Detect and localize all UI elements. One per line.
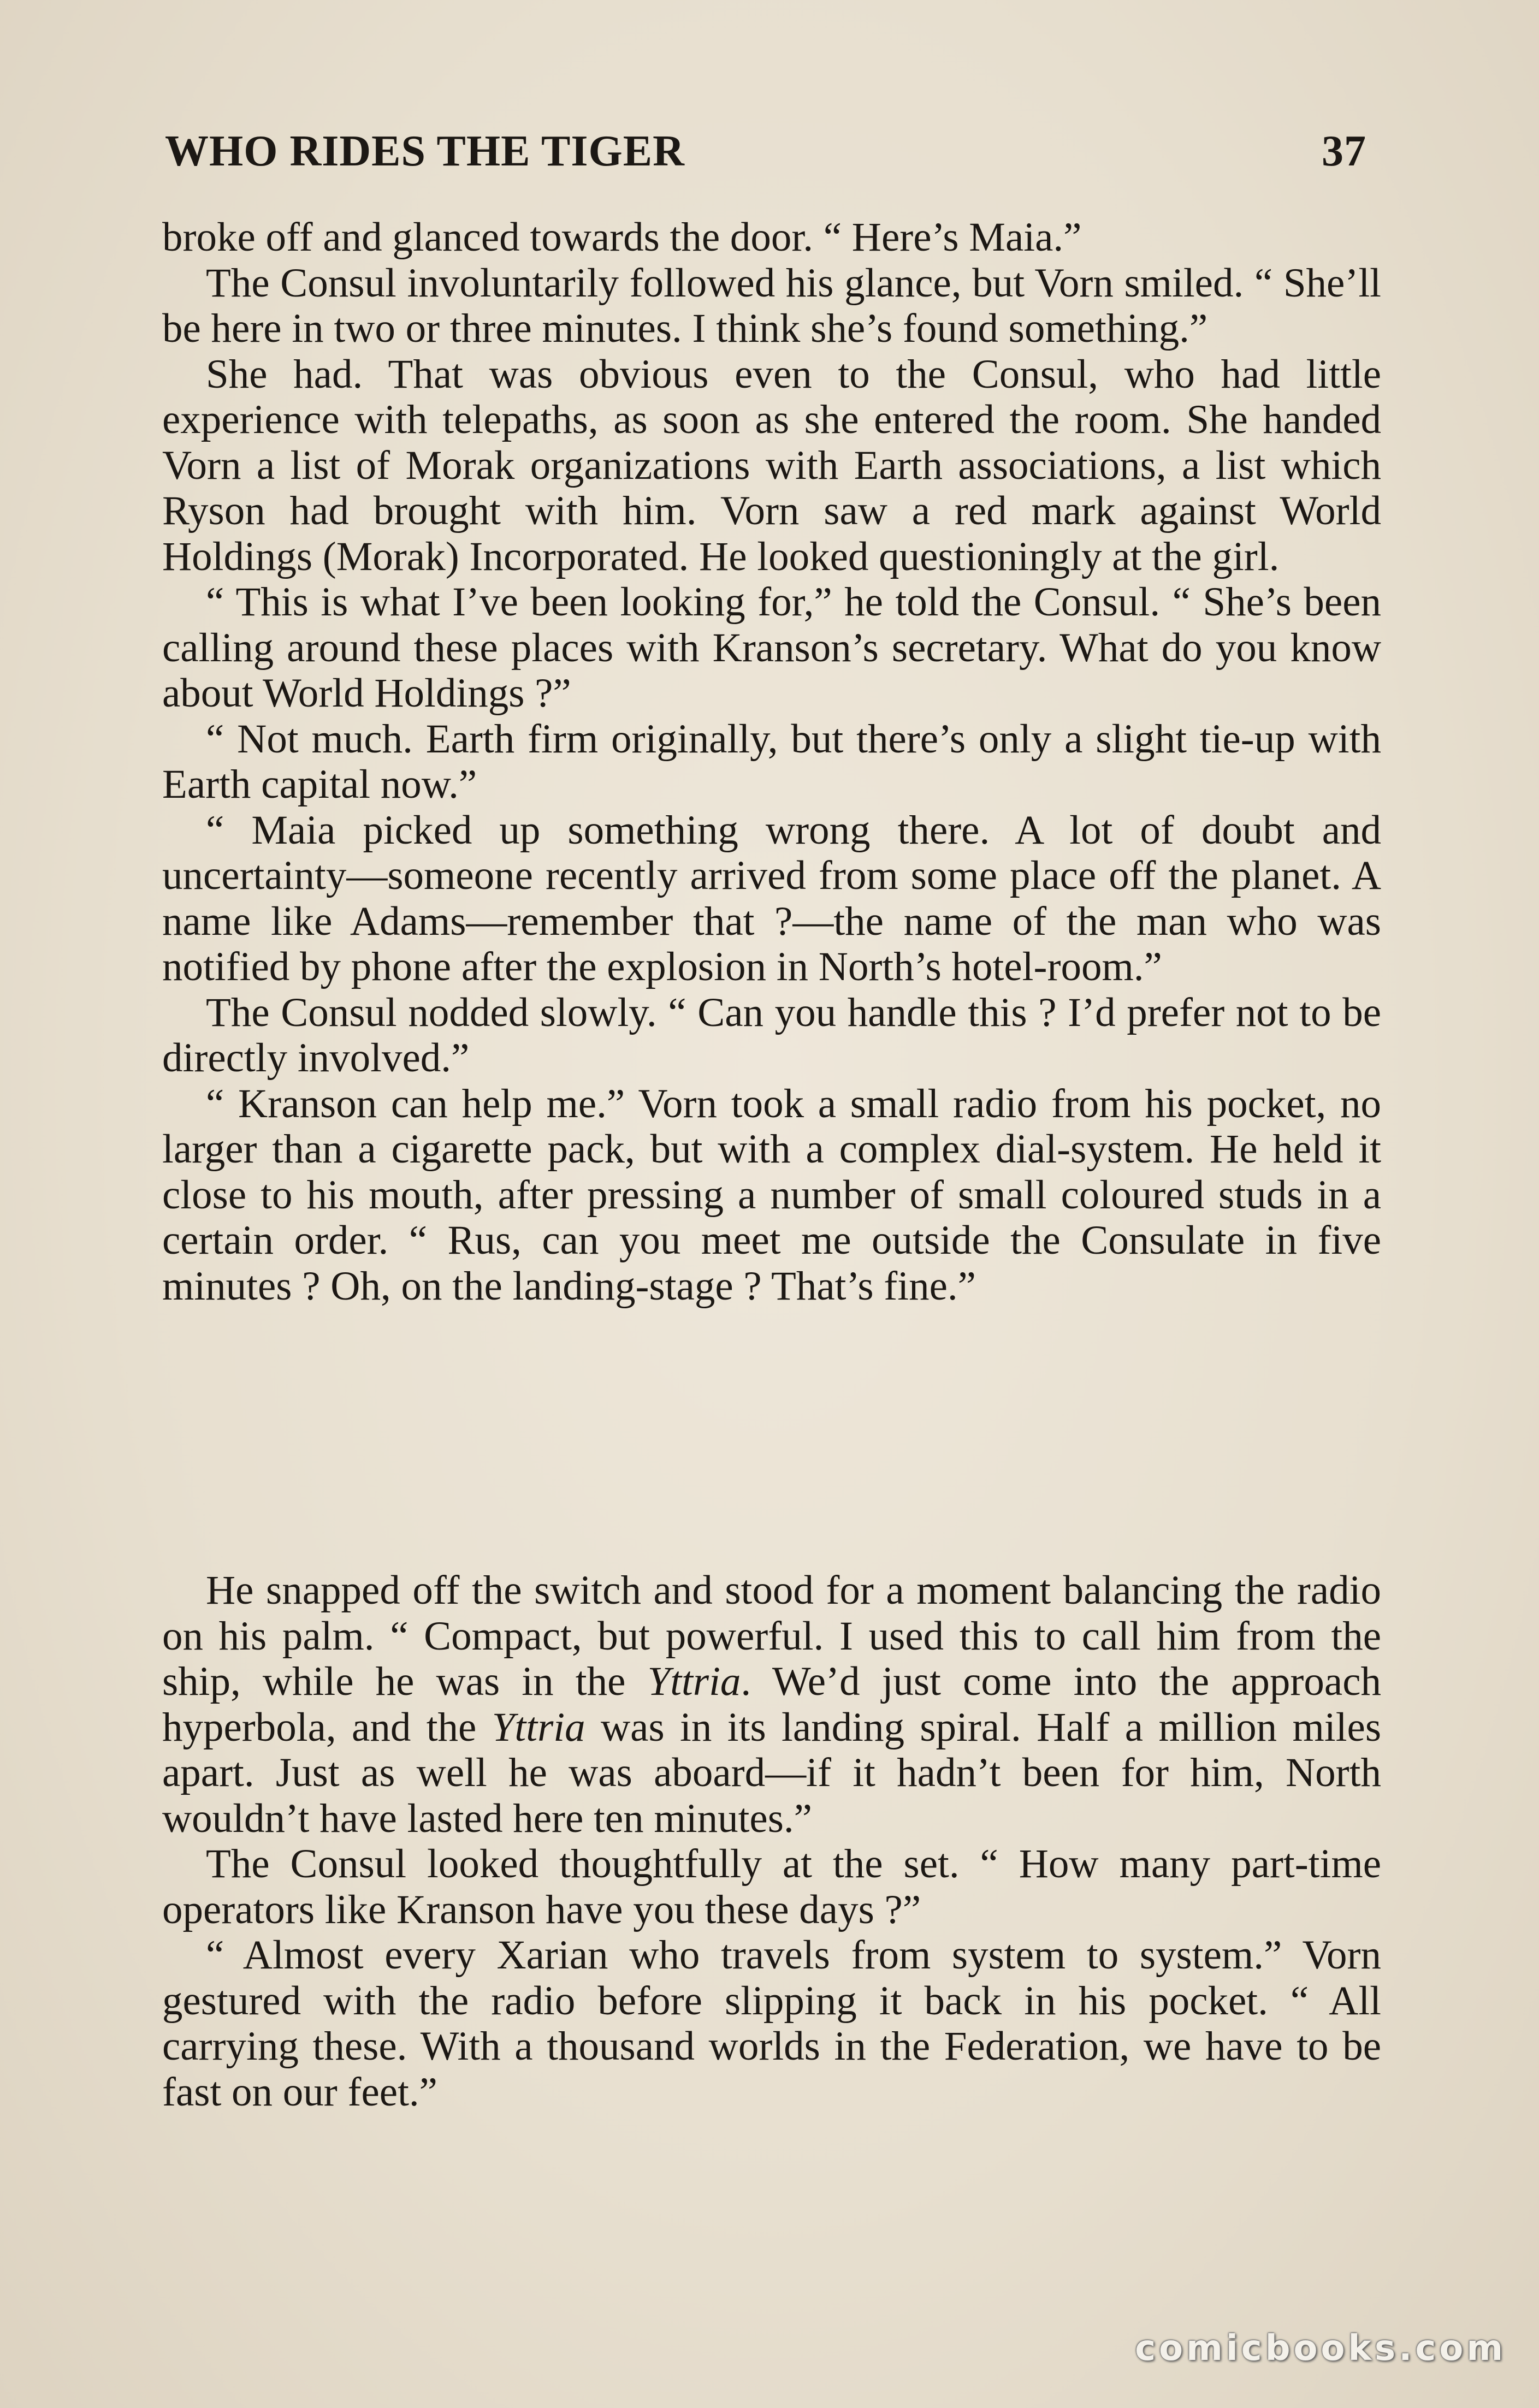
paragraph: The Consul looked thoughtfully at the set. “ How many part-time operators like Kranson have you these days ?” xyxy=(162,1841,1381,1932)
paragraph: The Consul nodded slowly. “ Can you handle this ? I’d prefer not to be directly involved.” xyxy=(162,989,1381,1081)
watermark: comicbooks.com xyxy=(1135,2328,1506,2369)
text-section-1 xyxy=(162,215,1381,1309)
paragraph-text: was in its landing spiral. Half a million miles apart. Just as well he was aboard—if it hadn’t been for him, North wouldn’t have lasted here ten minutes.” xyxy=(162,1704,1382,1841)
paragraph: “ This is what I’ve been looking for,” he told the Consul. “ She’s been calling around these places with Kranson’s secretary. What do you know about World Holdings ?” xyxy=(162,579,1381,716)
running-head xyxy=(165,121,1366,181)
paragraph: “ Kranson can help me.” Vorn took a small radio from his pocket, no larger than a cigarette pack, but with a complex dial-system. He held it close to his mouth, after pressing a number of small coloured studs in a certain order. “ Rus, can you meet me outside the Consulate in five minutes ? Oh, on the landing-stage ? That’s fine.” xyxy=(162,1081,1381,1309)
paragraph-text: He snapped off the switch and stood for a moment balancing the radio on his palm. “ Compact, but powerful. I used this to call him from the ship, while he was in the xyxy=(162,1568,1381,1704)
paragraph: “ Not much. Earth firm originally, but there’s only a slight tie-up with Earth capital now.” xyxy=(162,716,1381,807)
paragraph: The Consul involuntarily followed his glance, but Vorn smiled. “ She’ll be here in two or three minutes. I think she’s found something.” xyxy=(162,260,1381,351)
text-section-2 xyxy=(162,1568,1381,2115)
paragraph: “ Maia picked up something wrong there. A lot of doubt and uncertainty—someone recently arrived from some place off the planet. A name like Adams—remember that ?—the name of the man who was notified by phone after the explosion in North’s hotel-room.” xyxy=(162,807,1381,989)
paragraph-text: . We’d just come into the approach hyperbola, and the xyxy=(162,1659,1381,1750)
paragraph: “ Almost every Xarian who travels from system to system.” Vorn gestured with the radio before slipping it back in his pocket. “ All carrying these. With a thousand worlds in the Federation, we have to be fast on our feet.” xyxy=(162,1932,1381,2115)
ship-name: Yttria xyxy=(492,1704,585,1750)
book-title-header: WHO RIDES THE TIGER xyxy=(165,127,685,175)
ship-name: Yttria xyxy=(647,1659,741,1704)
paragraph: broke off and glanced towards the door. “ Here’s Maia.” xyxy=(162,215,1082,260)
page-number: 37 xyxy=(1322,127,1366,175)
paragraph xyxy=(162,1568,1381,1841)
paragraph: She had. That was obvious even to the Consul, who had little experience with telepaths, as soon as she entered the room. She handed Vorn a list of Morak organizations with Earth associations, a list which Ryson had brought with him. Vorn saw a red mark against World Holdings (Morak) Incorporated. He looked questioningly at the girl. xyxy=(162,351,1381,579)
